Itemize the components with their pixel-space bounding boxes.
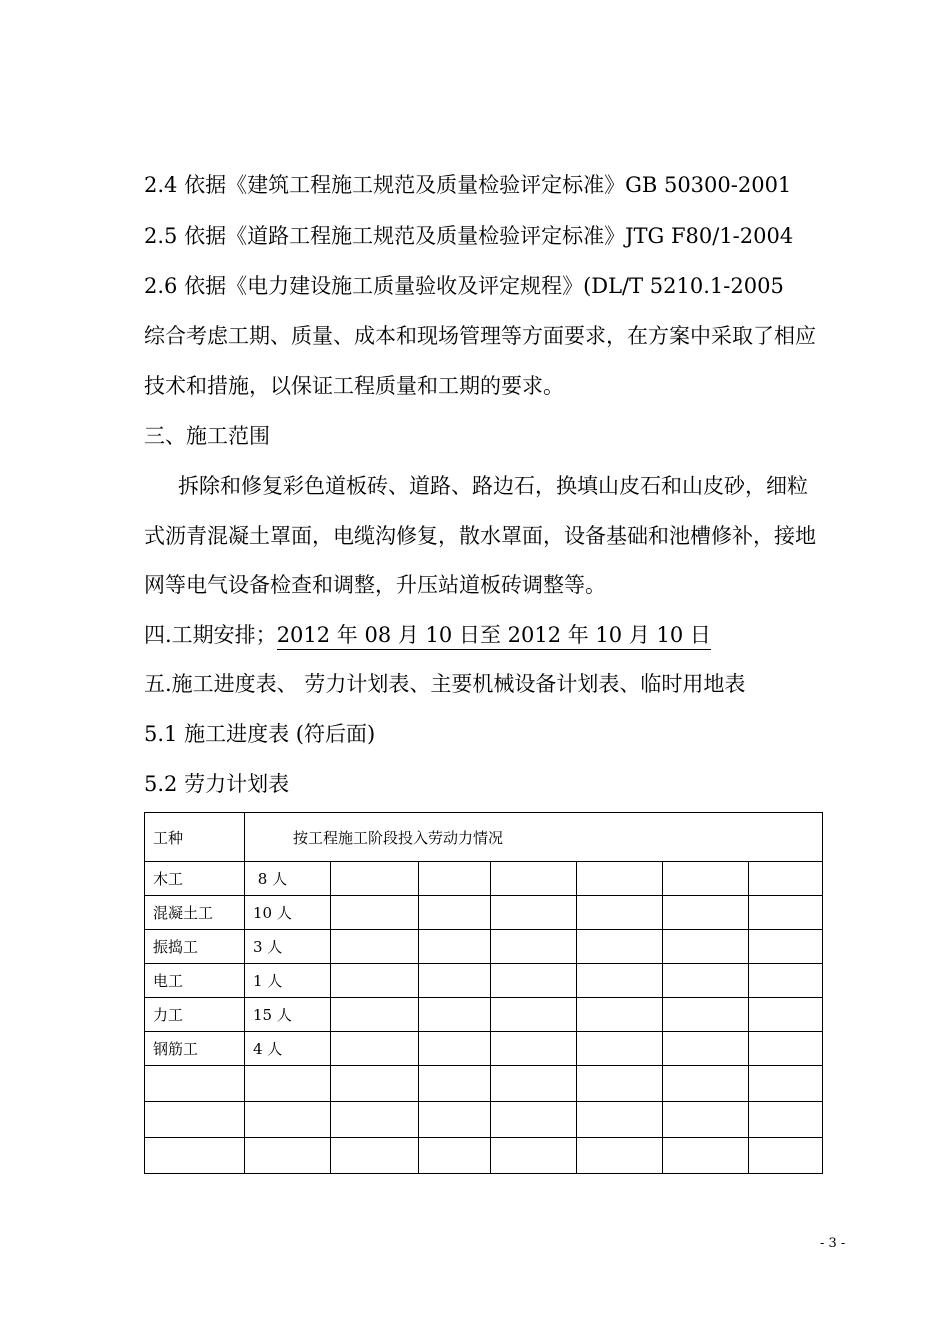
- section-5-heading: 五.施工进度表、 劳力计划表、主要机械设备计划表、临时用地表: [144, 672, 746, 696]
- count-cell: 1 人: [245, 964, 331, 998]
- labor-plan-table: [144, 812, 823, 1174]
- header-stage-cell: 按工程施工阶段投入劳动力情况: [245, 813, 823, 862]
- type-cell: 振捣工: [145, 930, 245, 964]
- count-cell: 10 人: [245, 896, 331, 930]
- type-cell: 木工: [145, 862, 245, 896]
- table-row-empty: [145, 1066, 823, 1102]
- scope-line-2: 式沥青混凝土罩面，电缆沟修复，散水罩面，设备基础和池槽修补，接地: [144, 524, 816, 548]
- table-row: [145, 1032, 823, 1066]
- count-cell: 8 人: [245, 862, 331, 896]
- count-cell: 3 人: [245, 930, 331, 964]
- section-4-line: [144, 620, 711, 650]
- section-5-1: 5.1 施工进度表 (符后面): [144, 722, 376, 746]
- header-type-cell: 工种: [145, 813, 245, 862]
- summary-line-2: 技术和措施，以保证工程质量和工期的要求。: [144, 374, 564, 398]
- para-2-5: 2.5 依据《道路工程施工规范及质量检验评定标准》JTG F80/1-2004: [144, 224, 794, 248]
- table-row: [145, 964, 823, 998]
- para-2-4: 2.4 依据《建筑工程施工规范及质量检验评定标准》GB 50300-2001: [144, 173, 792, 197]
- table-row: [145, 896, 823, 930]
- type-cell: 钢筋工: [145, 1032, 245, 1066]
- section-3-heading: 三、施工范围: [144, 424, 270, 448]
- scope-line-1: 拆除和修复彩色道板砖、道路、路边石，换填山皮石和山皮砂，细粒: [178, 474, 808, 498]
- table-header-row: [145, 813, 823, 862]
- type-cell: 电工: [145, 964, 245, 998]
- section-5-2: 5.2 劳力计划表: [144, 772, 290, 796]
- count-cell: 4 人: [245, 1032, 331, 1066]
- type-cell: 混凝土工: [145, 896, 245, 930]
- table-row: [145, 930, 823, 964]
- count-cell: 15 人: [245, 998, 331, 1032]
- table-row: [145, 998, 823, 1032]
- table-row-empty: [145, 1138, 823, 1174]
- page-number: - 3 -: [820, 1236, 846, 1251]
- para-2-6: 2.6 依据《电力建设施工质量验收及评定规程》(DL/T 5210.1-2005: [144, 274, 784, 298]
- type-cell: 力工: [145, 998, 245, 1032]
- section-4-dates: 2012 年 08 月 10 日至 2012 年 10 月 10 日: [277, 623, 711, 650]
- summary-line-1: 综合考虑工期、质量、成本和现场管理等方面要求，在方案中采取了相应: [144, 324, 816, 348]
- table-row: [145, 862, 823, 896]
- section-4-label: 四.工期安排；: [144, 623, 277, 647]
- scope-line-3: 网等电气设备检查和调整，升压站道板砖调整等。: [144, 573, 606, 597]
- table-row-empty: [145, 1102, 823, 1138]
